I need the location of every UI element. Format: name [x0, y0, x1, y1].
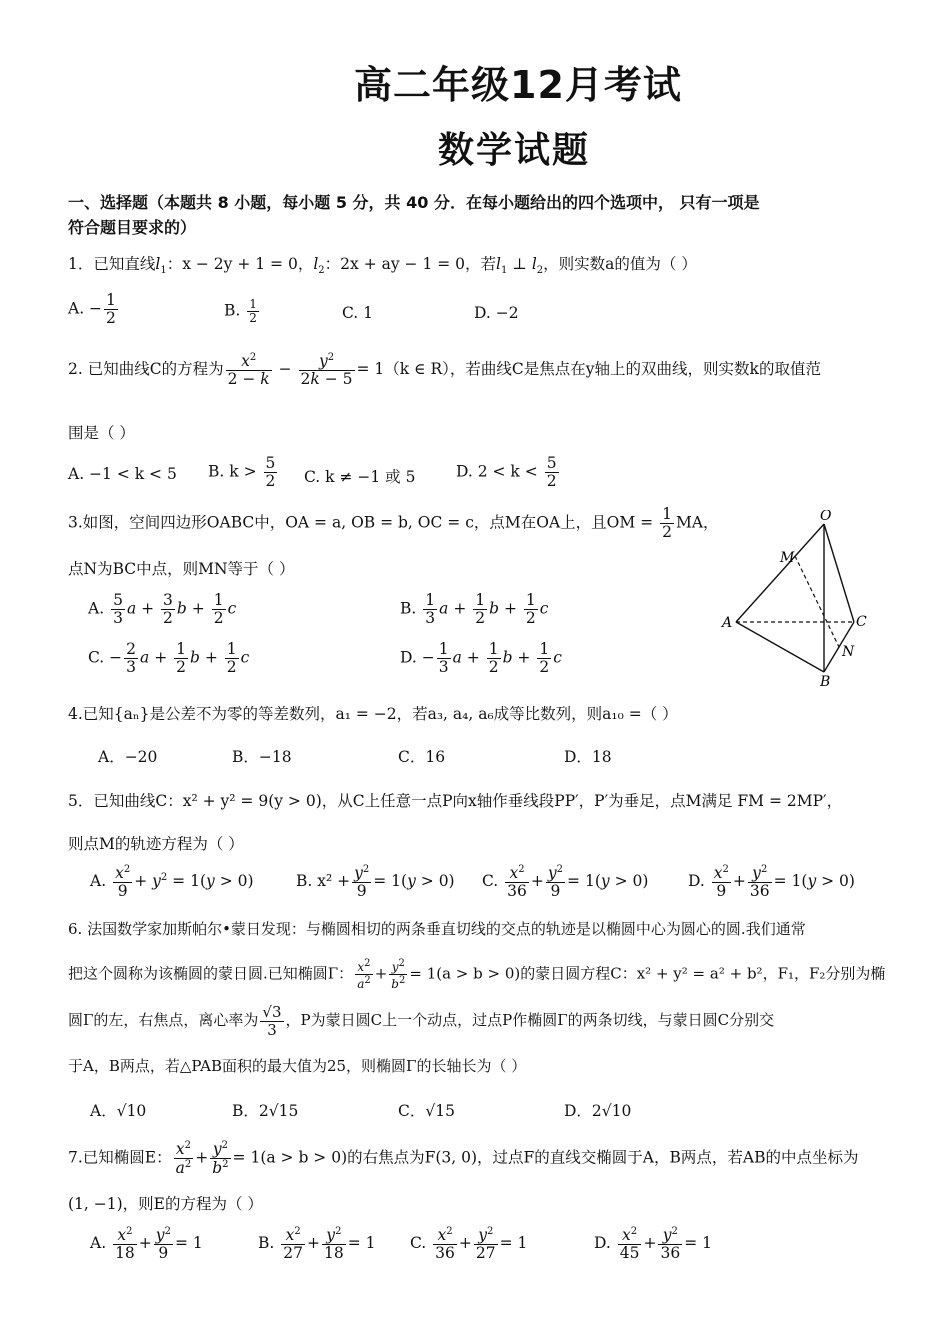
question-6-line2: 把这个圆称为该椭圆的蒙日圆.已知椭圆Γ： $\frac{x^2}{a^2}$ + $\frac{y^2}{b^2}$ = 1(a > b > 0)的蒙日圆方程C：x² + y² = a² + b²，F₁，F₂分别为椭 — [68, 958, 886, 992]
q3-option-c[interactable]: C. − $\frac{2}{3}$ a + $\frac{1}{2}$ b + $\frac{1}{2}$ c — [88, 640, 250, 677]
q5-option-b[interactable]: B. x² + $\frac{y^2}{9}$ = 1(y > 0) — [296, 864, 455, 901]
q7-option-b[interactable]: B. $\frac{x^2}{27}$ + $\frac{y^2}{18}$ = 1 — [258, 1226, 376, 1263]
q6-option-c[interactable]: C．√15 — [398, 1102, 455, 1120]
q1-option-d[interactable]: D. −2 — [474, 304, 519, 322]
q7-option-d[interactable]: D. $\frac{x^2}{45}$ + $\frac{y^2}{36}$ = 1 — [594, 1226, 712, 1263]
question-2-line2: 围是（ ） — [68, 424, 135, 442]
question-3-line2: 点N为BC中点，则MN等于（ ） — [68, 560, 295, 578]
q6-option-d[interactable]: D．2√10 — [564, 1102, 632, 1120]
label-c: C — [856, 614, 867, 630]
question-1: 1．已知直线$l_1$：x − 2y + 1 = 0，$l_2$：2x + ay − 1 = 0，若$l_1$ ⊥ $l_2$，则实数a的值为（ ） — [68, 255, 697, 277]
q5-option-d[interactable]: D. $\frac{x^2}{9}$ + $\frac{y^2}{36}$ = 1(y > 0) — [688, 864, 855, 901]
q5-option-a[interactable]: A. $\frac{x^2}{9}$ + $y^2 = 1(y > 0)$ — [90, 864, 254, 901]
q2-option-b[interactable]: B. k > $\frac{5}{2}$ — [208, 454, 276, 491]
question-6-line3: 圆Γ的左，右焦点，离心率为 $\frac{√3}{3}$ ，P为蒙日圆C上一个动点，过点P作椭圆Γ的两条切线，与蒙日圆C分别交 — [68, 1003, 775, 1039]
question-7: 7.已知椭圆E： $\frac{x^2}{a^2}$ + $\frac{y^2}{b^2}$ = 1(a > b > 0)的右焦点为F(3, 0)，过点F的直线交椭圆于A，B两点，若AB的中点坐标为 — [68, 1140, 859, 1178]
q2-option-d[interactable]: D. 2 < k < $\frac{5}{2}$ — [456, 454, 557, 491]
tetrahedron-figure — [718, 510, 878, 690]
edge-ab — [736, 622, 824, 672]
q4-option-a[interactable]: A．−20 — [98, 748, 158, 766]
q1-option-b[interactable]: B. $\frac{1}{2}$ — [224, 297, 257, 326]
question-5: 5．已知曲线C：x² + y² = 9(y > 0)，从C上任意一点P向x轴作垂线段PP′，P′为垂足，点M满足 FM = 2MP′， — [68, 792, 843, 810]
q4-option-c[interactable]: C．16 — [398, 748, 446, 766]
question-2: 2. 已知曲线C的方程为 $\frac{x^2}{2 - k}$ − $\frac{y^2}{2k - 5}$ = 1（k ∈ R），若曲线C是焦点在y轴上的双曲线，则实数k的取值范 — [68, 352, 821, 389]
q4-option-d[interactable]: D．18 — [564, 748, 612, 766]
q4-option-b[interactable]: B．−18 — [232, 748, 292, 766]
q3-option-a[interactable]: A. $\frac{5}{3}$ a + $\frac{3}{2}$ b + $\frac{1}{2}$ c — [88, 591, 237, 628]
q2-option-c[interactable]: C. k ≠ −1 或 5 — [304, 468, 416, 486]
question-6-line4: 于A，B两点，若△PAB面积的最大值为25，则椭圆Γ的长轴长为（ ） — [68, 1057, 527, 1075]
question-4: 4.已知{aₙ}是公差不为零的等差数列，a₁ = −2，若a₃, a₄, a₆成等比数列，则a₁₀ =（ ） — [68, 705, 678, 723]
label-o: O — [820, 510, 832, 524]
section-heading-line2: 符合题目要求的） — [68, 218, 197, 237]
q3-option-b[interactable]: B. $\frac{1}{3}$ a + $\frac{1}{2}$ b + $\frac{1}{2}$ c — [400, 591, 549, 628]
edge-oa — [736, 524, 824, 622]
label-a: A — [722, 615, 733, 631]
label-n: N — [842, 644, 855, 660]
question-7-line2: (1, −1)，则E的方程为（ ） — [68, 1195, 263, 1213]
q1-option-a[interactable]: A. − $\frac{1}{2}$ — [68, 291, 116, 328]
question-5-line2: 则点M的轨迹方程为（ ） — [68, 835, 244, 853]
question-6: 6. 法国数学家加斯帕尔•蒙日发现：与椭圆相切的两条垂直切线的交点的轨迹是以椭圆中心为圆心的圆.我们通常 — [68, 920, 806, 938]
q2-option-a[interactable]: A. −1 < k < 5 — [68, 465, 177, 483]
label-m: M — [780, 550, 795, 566]
page-title: 高二年级12月考试 — [354, 63, 682, 107]
q6-option-a[interactable]: A．√10 — [90, 1102, 147, 1120]
segment-mn — [795, 556, 839, 647]
q7-option-a[interactable]: A. $\frac{x^2}{18}$ + $\frac{y^2}{9}$ = 1 — [90, 1226, 203, 1263]
q6-option-b[interactable]: B．2√15 — [232, 1102, 299, 1120]
q7-option-c[interactable]: C. $\frac{x^2}{36}$ + $\frac{y^2}{27}$ = 1 — [410, 1226, 528, 1263]
q5-option-c[interactable]: C. $\frac{x^2}{36}$ + $\frac{y^2}{9}$ = 1(y > 0) — [482, 864, 649, 901]
edge-oc — [824, 524, 854, 622]
section-heading-line1: 一、选择题（本题共 8 小题，每小题 5 分，共 40 分．在每小题给出的四个选项中， 只有一项是 — [68, 193, 760, 212]
label-b: B — [820, 674, 831, 690]
q1-option-c[interactable]: C. 1 — [342, 304, 374, 322]
q3-option-d[interactable]: D. − $\frac{1}{3}$ a + $\frac{1}{2}$ b + $\frac{1}{2}$ c — [400, 640, 562, 677]
page-subtitle: 数学试题 — [437, 130, 590, 171]
question-3: 3.如图，空间四边形OABC中，OA = a, OB = b, OC = c，点M在OA上，且OM = $\frac{1}{2}$ MA， — [68, 505, 719, 542]
